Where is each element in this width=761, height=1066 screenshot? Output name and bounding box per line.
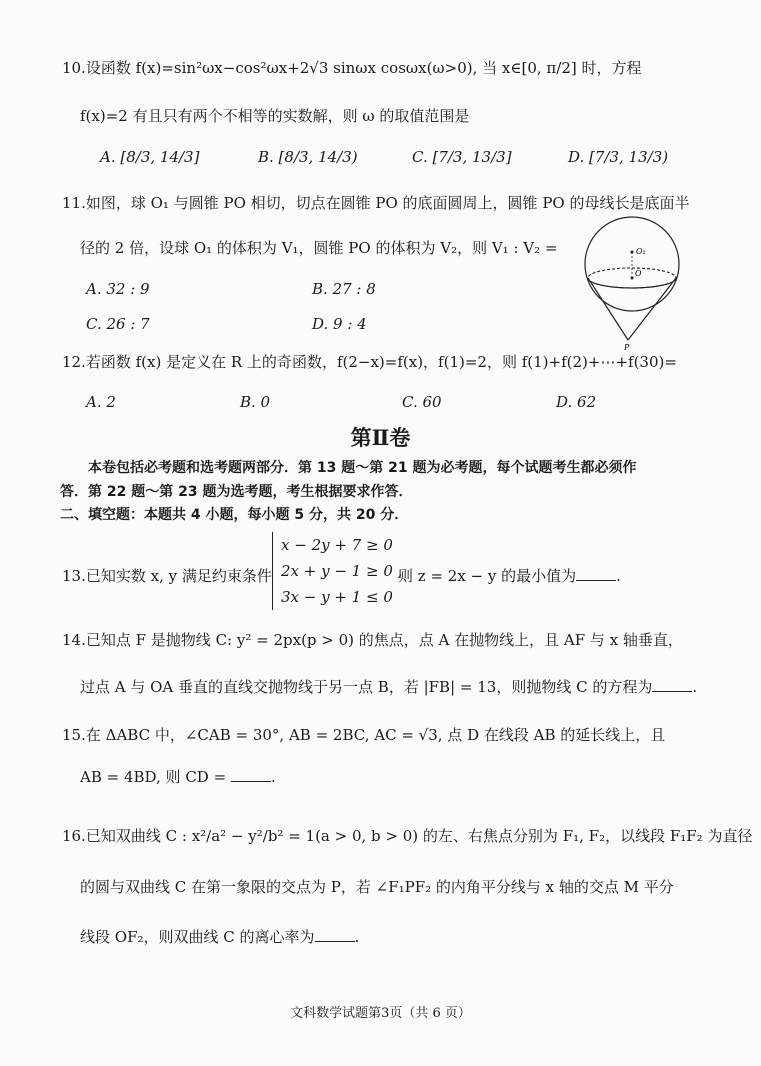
q16-line3-text: 线段 OF₂，则双曲线 C 的离心率为: [80, 928, 315, 946]
q15-answer-blank: [231, 767, 271, 782]
q13-constraint-2: 2x + y − 1 ≥ 0 ,: [281, 562, 403, 580]
q14-line2-text: 过点 A 与 OA 垂直的直线交抛物线于另一点 B，若 |FB| = 13，则抛物线 C 的方程为: [80, 678, 653, 696]
q10-option-c: C. [7/3, 13/3]: [412, 148, 512, 166]
q13-constraint-1: x − 2y + 7 ≥ 0: [281, 536, 393, 554]
q13-answer-blank: [576, 566, 616, 581]
q10-option-d: D. [7/3, 13/3): [568, 148, 669, 166]
section-title: 第Ⅱ卷: [350, 425, 411, 450]
q12-option-d: D. 62: [556, 393, 597, 411]
q11-line2: 径的 2 倍，设球 O₁ 的体积为 V₁，圆锥 PO 的体积为 V₂，则 V₁ : V₂ =: [80, 239, 558, 257]
q11-option-c: C. 26 : 7: [86, 315, 150, 333]
q11-option-b: B. 27 : 8: [312, 280, 376, 298]
figure-label-o: O: [635, 269, 642, 278]
q15-line1: 15.在 ΔABC 中，∠CAB = 30°, AB = 2BC, AC = √3, 点 D 在线段 AB 的延长线上，且: [62, 726, 666, 744]
q13-prefix: 13.已知实数 x, y 满足约束条件: [62, 567, 272, 585]
q15-line2-text: AB = 4BD, 则 CD =: [80, 768, 227, 786]
q12-option-a: A. 2: [86, 393, 116, 411]
q13-suffix-text: 则 z = 2x − y 的最小值为: [398, 567, 577, 585]
q14-answer-blank: [652, 677, 692, 692]
q12-option-c: C. 60: [402, 393, 442, 411]
q16-answer-blank: [315, 927, 355, 942]
figure-label-o1: O₁: [636, 247, 646, 256]
sphere-cone-figure: [580, 212, 690, 352]
section-part2-heading: 二、填空题：本题共 4 小题，每小题 5 分，共 20 分．: [60, 507, 409, 523]
q10-option-a: A. [8/3, 14/3]: [100, 148, 200, 166]
q11-option-a: A. 32 : 9: [86, 280, 150, 298]
q10-line2: f(x)=2 有且只有两个不相等的实数解，则 ω 的取值范围是: [80, 107, 470, 125]
q13-constraint-3: 3x − y + 1 ≤ 0: [281, 588, 393, 606]
q16-line1: 16.已知双曲线 C : x²/a² − y²/b² = 1(a > 0, b > 0) 的左、右焦点分别为 F₁, F₂，以线段 F₁F₂ 为直径: [62, 827, 753, 845]
q10-option-b: B. [8/3, 14/3): [258, 148, 358, 166]
q11-option-d: D. 9 : 4: [312, 315, 367, 333]
q15-line2: AB = 4BD, 则 CD = .: [80, 768, 276, 786]
section-intro-line2: 答．第 22 题～第 23 题为选考题，考生根据要求作答．: [60, 484, 413, 500]
figure-label-p: P: [624, 343, 630, 352]
page-footer: 文科数学试题第3页（共 6 页）: [290, 1006, 471, 1021]
q14-line2: 过点 A 与 OA 垂直的直线交抛物线于另一点 B，若 |FB| = 13，则抛物线 C 的方程为 .: [80, 678, 698, 696]
q11-line1: 11.如图，球 O₁ 与圆锥 PO 相切，切点在圆锥 PO 的底面圆周上，圆锥 PO 的母线长是底面半: [62, 194, 690, 212]
section-intro-line1: 本卷包括必考题和选考题两部分．第 13 题～第 21 题为必考题，每个试题考生都必须作: [88, 460, 637, 476]
q12-option-b: B. 0: [240, 393, 271, 411]
q10-line1: 10.设函数 f(x)=sin²ωx−cos²ωx+2√3 sinωx cosωx(ω>0), 当 x∈[0, π/2] 时，方程: [62, 59, 642, 77]
q12-line1: 12.若函数 f(x) 是定义在 R 上的奇函数，f(2−x)=f(x)，f(1)=2，则 f(1)+f(2)+⋯+f(30)=: [62, 353, 677, 371]
q16-line3: 线段 OF₂，则双曲线 C 的离心率为 .: [80, 928, 360, 946]
q16-line2: 的圆与双曲线 C 在第一象限的交点为 P，若 ∠F₁PF₂ 的内角平分线与 x 轴的交点 M 平分: [80, 878, 674, 896]
q13-suffix: 则 z = 2x − y 的最小值为 .: [398, 567, 621, 585]
q13-constraint-system: [272, 532, 402, 610]
q14-line1: 14.已知点 F 是抛物线 C: y² = 2px(p > 0) 的焦点，点 A 在抛物线上，且 AF 与 x 轴垂直，: [62, 631, 683, 649]
